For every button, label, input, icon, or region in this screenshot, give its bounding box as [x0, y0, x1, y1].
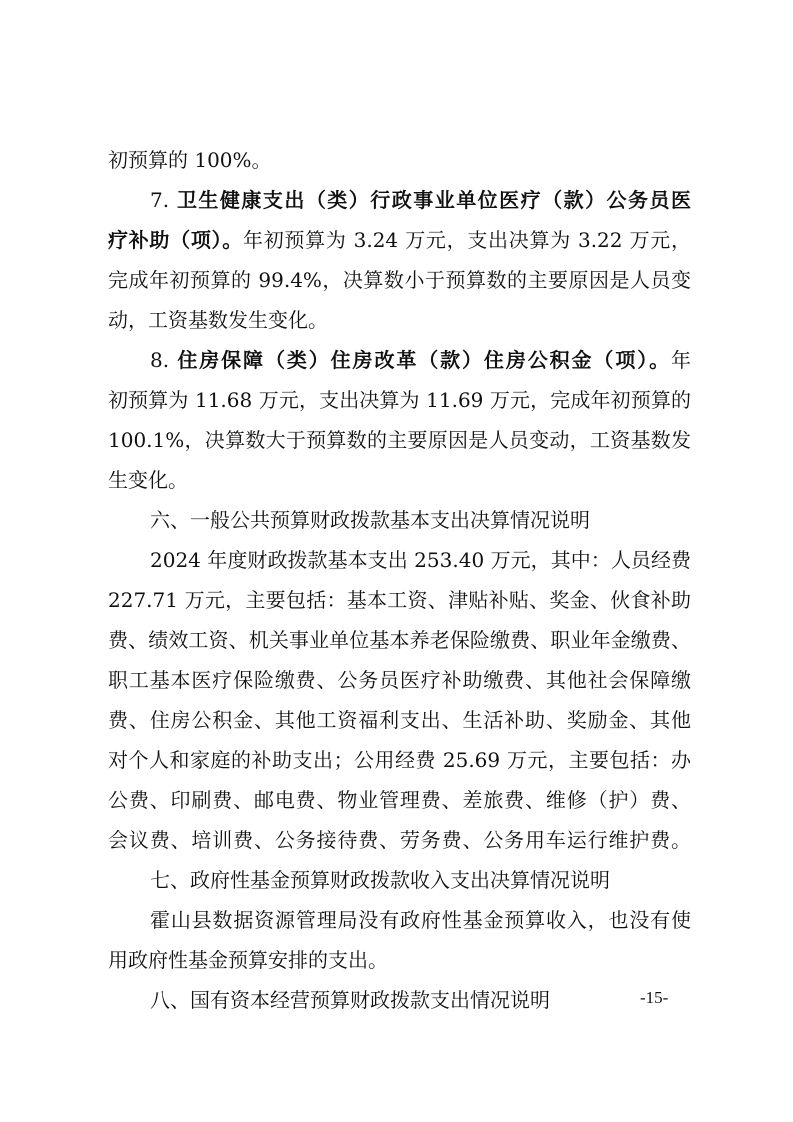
text-line: 费、绩效工资、机关事业单位基本养老保险缴费、职业年金缴费、 — [108, 628, 691, 652]
text-line: 对个人和家庭的补助支出；公用经费 25.69 万元，主要包括：办 — [108, 748, 691, 772]
text-line: 227.71 万元，主要包括：基本工资、津贴补贴、奖金、伙食补助 — [108, 588, 691, 612]
item-7-heading-line — [108, 185, 691, 215]
text-line: 初预算为 11.68 万元，支出决算为 11.69 万元，完成年初预算的 — [108, 388, 691, 412]
text-line: 生变化。 — [108, 468, 188, 492]
text-line: 2024 年度财政拨款基本支出 253.40 万元，其中：人员经费 — [150, 548, 691, 572]
text-line: 初预算的 100%。 — [108, 148, 272, 172]
item-text: 年 — [671, 348, 691, 372]
text-line: 公费、印刷费、邮电费、物业管理费、差旅费、维修（护）费、 — [108, 788, 691, 812]
item-number: 8. — [150, 348, 170, 372]
text-line: 霍山县数据资源管理局没有政府性基金预算收入，也没有使 — [150, 908, 691, 932]
item-title: 疗补助（项）。 — [108, 228, 243, 252]
item-title: 卫生健康支出（类）行政事业单位医疗（款）公务员医 — [176, 188, 691, 212]
section-heading-7: 七、政府性基金预算财政拨款收入支出决算情况说明 — [150, 868, 610, 892]
text-line: 会议费、培训费、公务接待费、劳务费、公务用车运行维护费。 — [108, 828, 691, 852]
text-line — [108, 225, 691, 255]
text-line: 用政府性基金预算安排的支出。 — [108, 948, 388, 972]
text-line: 费、住房公积金、其他工资福利支出、生活补助、奖励金、其他 — [108, 708, 691, 732]
text-line: 动，工资基数发生变化。 — [108, 308, 328, 332]
item-8-heading-line — [108, 345, 691, 375]
item-number: 7. — [150, 188, 170, 212]
item-text: 年初预算为 3.24 万元，支出决算为 3.22 万元， — [242, 228, 691, 252]
section-heading-6: 六、一般公共预算财政拨款基本支出决算情况说明 — [150, 508, 590, 532]
item-title: 住房保障（类）住房改革（款）住房公积金（项）。 — [177, 348, 672, 372]
text-line: 100.1%，决算数大于预算数的主要原因是人员变动，工资基数发 — [108, 428, 691, 452]
text-line: 完成年初预算的 99.4%，决算数小于预算数的主要原因是人员变 — [108, 268, 691, 292]
page-number: -15- — [640, 988, 669, 1007]
text-line: 职工基本医疗保险缴费、公务员医疗补助缴费、其他社会保障缴 — [108, 668, 691, 692]
section-heading-8: 八、国有资本经营预算财政拨款支出情况说明 — [150, 988, 550, 1012]
